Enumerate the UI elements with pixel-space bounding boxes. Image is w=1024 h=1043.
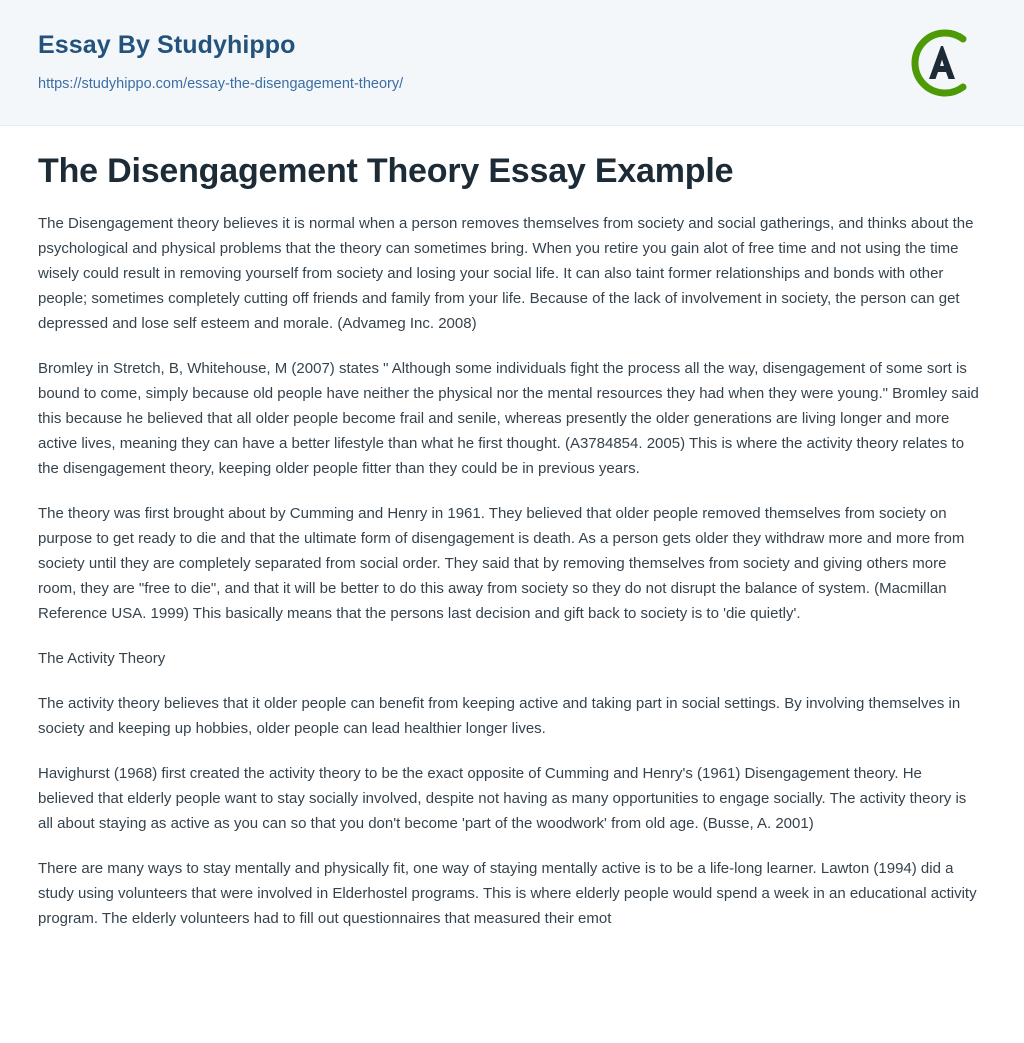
paragraph: Havighurst (1968) first created the activity theory to be the exact opposite of Cumming and Henry's (1961) Disengagement theory. He believed that elderly people want to stay socially involved, despite not having as many opportunities to engage socially. The activity theory is all about staying as active as you can so that you don't become 'part of the woodwork' from old age. (Busse, A. 2001) (38, 765, 967, 833)
article-body (0, 126, 1024, 931)
paragraph: The activity theory believes that it older people can benefit from keeping active and taking part in social settings. By involving themselves in society and keeping up hobbies, older people can lead healthier longer lives. (38, 695, 961, 738)
paragraph: Bromley in Stretch, B, Whitehouse, M (2007) states " Although some individuals fight the process all the way, disengagement of some sort is bound to come, simply because old people have neither the physical nor the mental resources they had when they were young." Bromley said this because he believed that all older people become frail and senile, whereas presently the older generations are living longer and more active lives, meaning they can have a better lifestyle than what he first thought. (A3784854. 2005) This is where the activity theory relates to the disengagement theory, keeping older people fitter than they could be in previous years. (38, 360, 979, 478)
studyhippo-logo-icon (900, 22, 982, 104)
page-header (0, 0, 1024, 126)
paragraph: There are many ways to stay mentally and physically fit, one way of staying mentally active is to be a life-long learner. Lawton (1994) did a study using volunteers that were involved in Elderhostel programs. This is where elderly people would spend a week in an educational activity program. The elderly volunteers had to fill out questionnaires that measured their emot (38, 860, 977, 928)
paragraph: The theory was first brought about by Cumming and Henry in 1961. They believed that older people removed themselves from society on purpose to get ready to die and that the ultimate form of disengagement is death. As a person gets older they withdraw more and more from society until they are completely separated from social order. They said that by removing themselves from society and giving others more room, they are "free to die", and that it will be better to do this away from society so they do not disrupt the balance of system. (Macmillan Reference USA. 1999) This basically means that the persons last decision and gift back to society is to 'die quietly'. (38, 505, 965, 623)
paragraph: The Disengagement theory believes it is normal when a person removes themselves from society and social gatherings, and thinks about the psychological and physical problems that the theory can sometimes bring. When you retire you gain alot of free time and not using the time wisely could result in removing yourself from society and losing your social life. It can also taint former relationships and bonds with other people; sometimes completely cutting off friends and family from your life. Because of the lack of involvement in society, the person can get depressed and lose self esteem and morale. (Advameg Inc. 2008) (38, 215, 974, 333)
content-fade-overlay (0, 989, 1024, 1043)
page-title: The Disengagement Theory Essay Example (38, 152, 734, 190)
paragraph-heading-activity-theory: The Activity Theory (38, 650, 166, 668)
site-title: Essay By Studyhippo (38, 31, 296, 59)
site-url-link[interactable]: https://studyhippo.com/essay-the-disengagement-theory/ (38, 76, 404, 92)
